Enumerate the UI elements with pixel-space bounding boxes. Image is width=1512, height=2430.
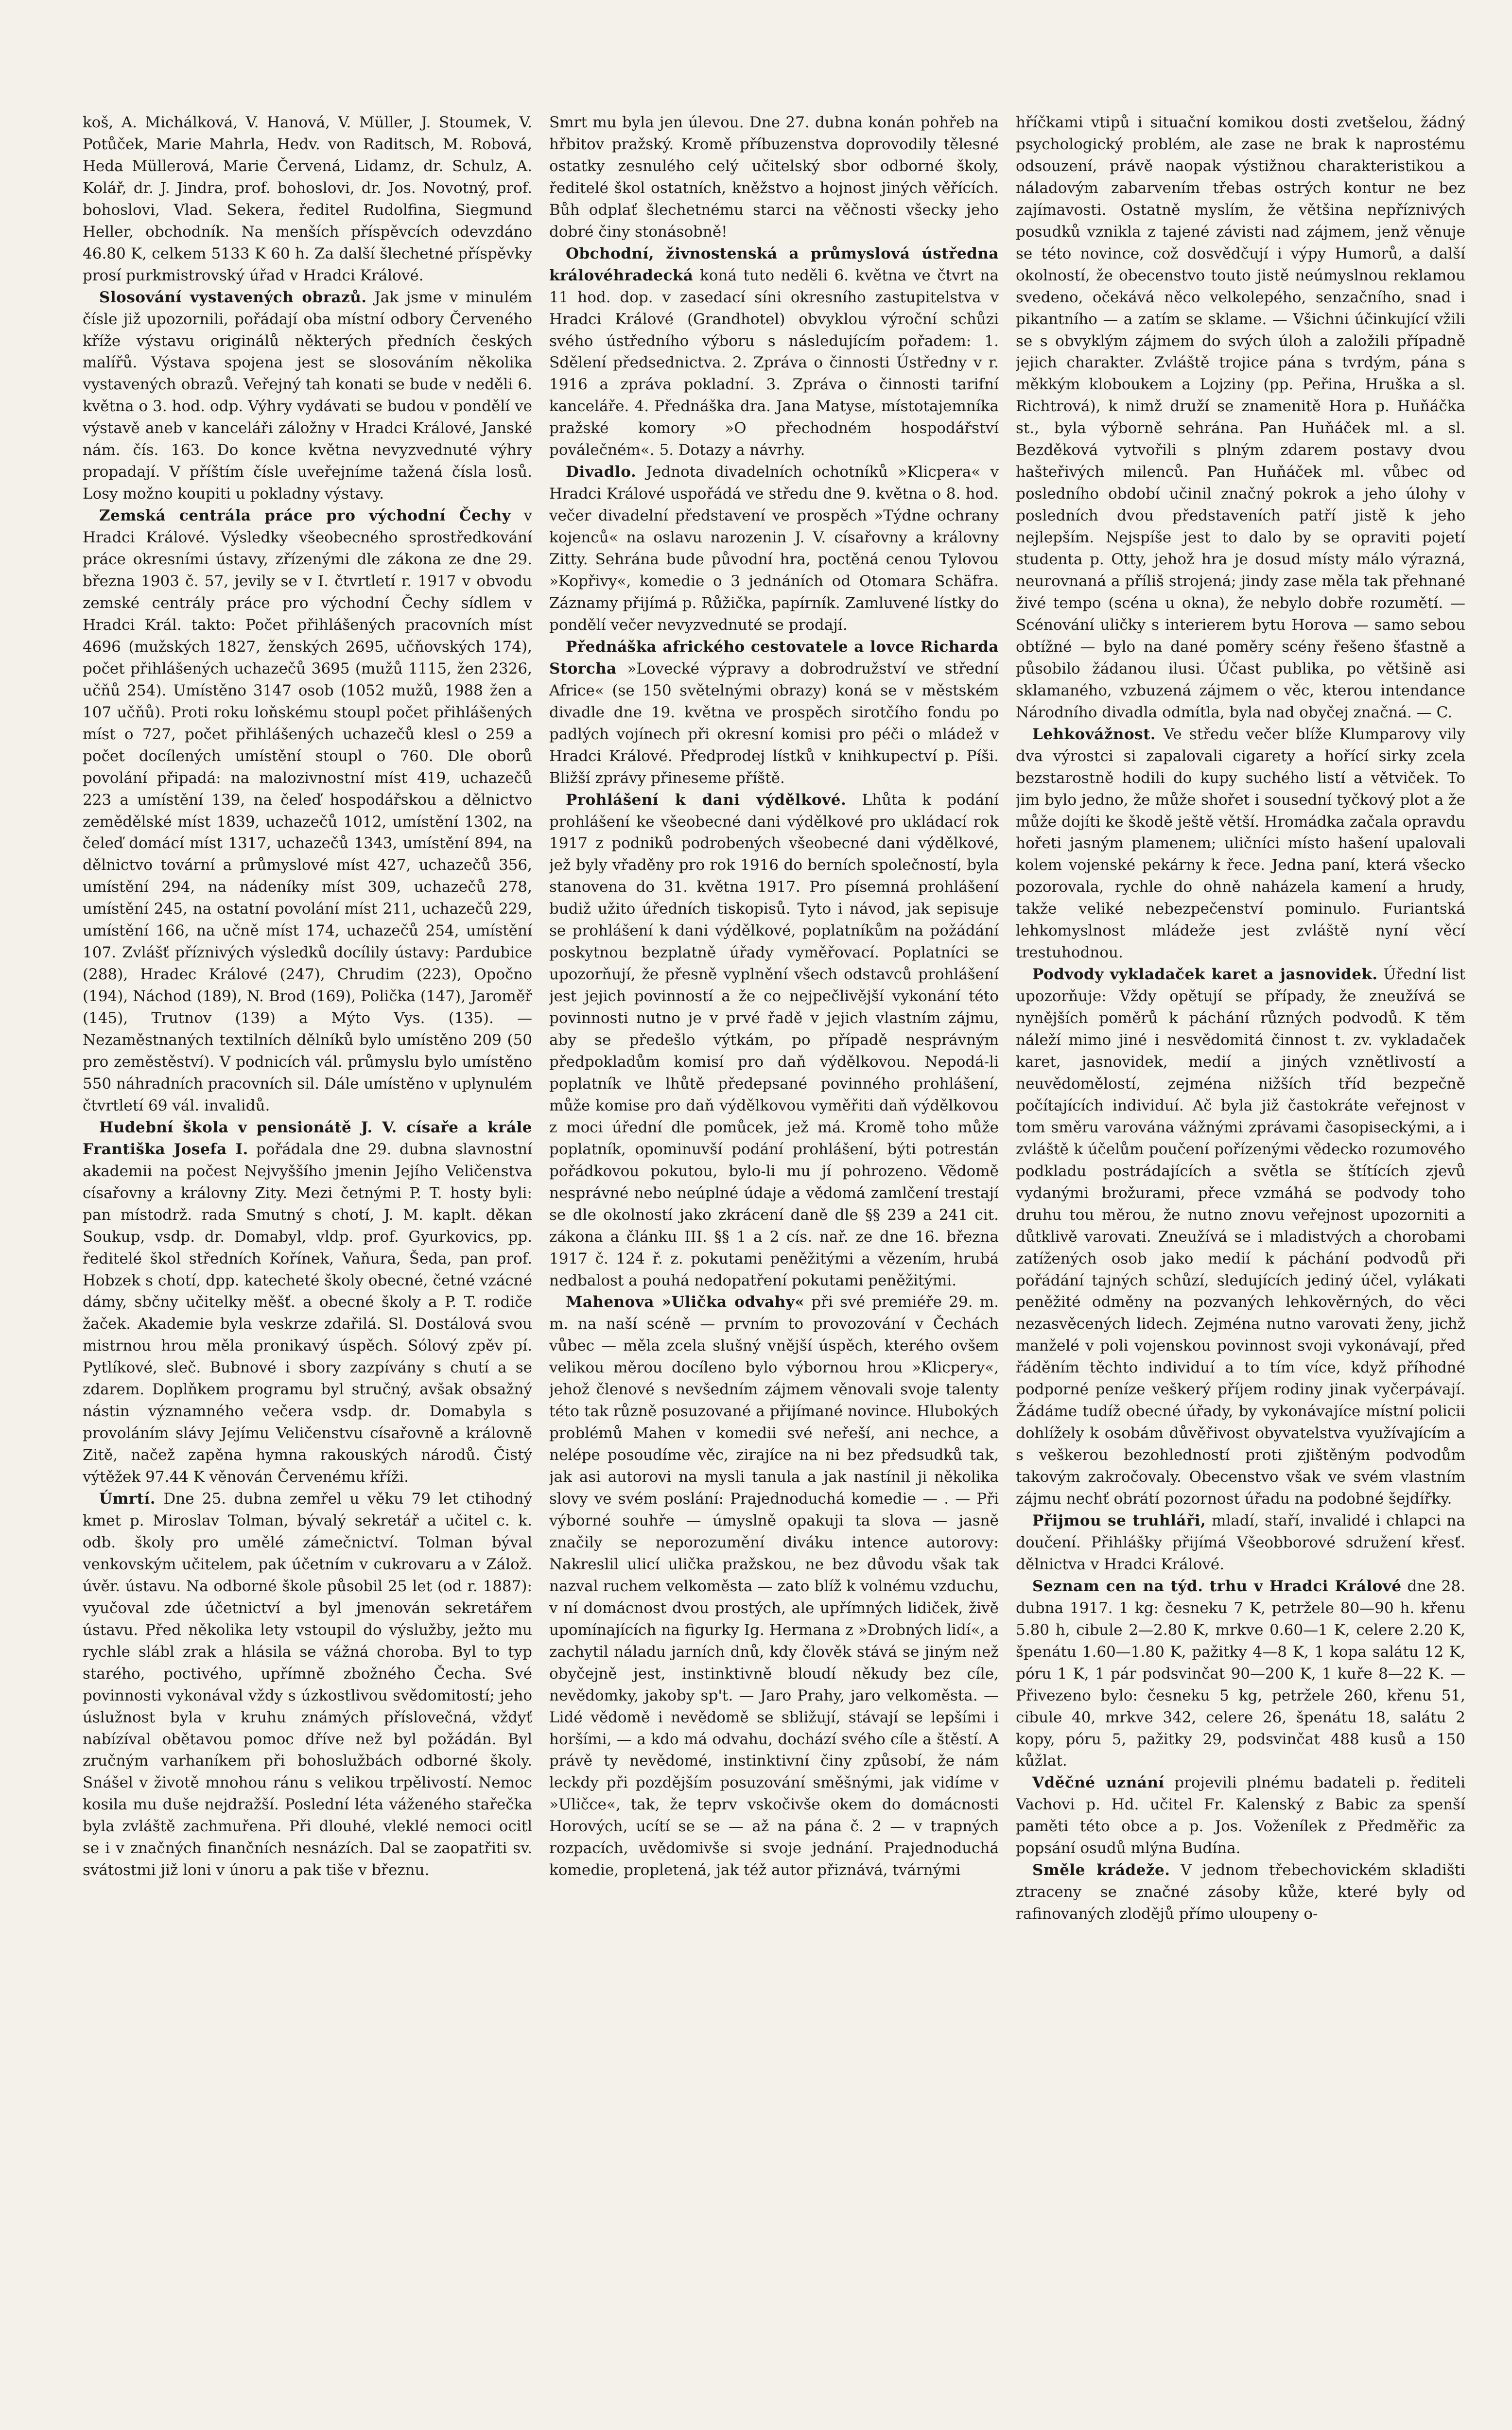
article-text: Lhůta k podání prohlášení ke všeobecné dani výdělkové pro ukládací rok 1917 z podniků podrobených všeobecné dani výdělkové, jež byly vřaděny pro rok 1916 do berních společností, byla stanovena do 31. května 1917. Pro písemná prohlášení budiž užito úředních tiskopisů. Tyto i návod, jak sepisuje se prohlášení k dani výdělkové, poplatníkům na požádání poskytnou bezplatně úřady vyměřovací. Poplatníci se upozorňují, že přesně vyplnění všech odstavců prohlášení jest jejich povinností a že co nejpečlivější vykonání této povinnosti nutno je v prvé řadě v jejich vlastním zájmu, aby se předešlo výtkám, po případě nesprávným předpokladům komisí pro daň výdělkovou. Nepodá-li poplatník ve lhůtě předepsané povinného prohlášení, může komise pro daň výdělkovou vyměřiti daň výdělkovou z moci úřední dle pomůcek, jež má. Kromě toho může poplatník, opominuvší podání prohlášení, býti potrestán pořádkovou pokutou, bylo-li mu jí pohrozeno. Vědomě nesprávné nebo neúplné údaje a vědomá zamlčení trestají se dle okolností jako zkrácení daně dle §§ 239 a 241 cit. zákona a článku III. §§ 1 a 2 cís. nař. ze dne 16. března 1917 č. 124 ř. z. pokutami peněžitými a vězením, hrubá nedbalost a pouhá nedopatření pokutami peněžitými. [549, 791, 999, 1289]
column-right [1016, 112, 1465, 2430]
article-text: »Lovecké výpravy a dobrodružství ve střední Africe« (se 150 světelnými obrazy) koná se v městském divadle dne 19. května ve prospěch sirotčího fondu po padlých vojínech při okresní komisi pro péči o mládež v Hradci Králové. Předprodej lístků v knihkupectví p. Píši. Bližší zprávy přineseme příště. [549, 660, 999, 787]
article [549, 112, 999, 243]
article-heading: Úmrtí. [99, 1490, 156, 1508]
article-text: Úřední list upozorňuje: Vždy opětují se případy, že zneužívá se nynějších poměrů k páchání různých podvodů. K těm náleží mimo jiné i nesvědomitá činnost t. zv. vykladaček karet, jasnovidek, medií a jiných vznětlivostí a neuvědomělostí, zejména nižších tříd bezpečně počítajících individuí. Ač byla již častokráte veřejnost v tom směru varována vážnými zprávami časopiseckými, a i zvláště k účelům poučení pořízenými vědecko rozumového podkladu postrádajících a světla se štítících zjevů vydanými brožurami, přece vzmáhá se podvody toho druhu tou měrou, že nutno znovu veřejnost upozorniti a důtklivě varovati. Zneužívá se i mladistvých a chorobami zatížených osob jako medií k páchání podvodů při pořádání tajných schůzí, sledujících jediný účel, vylákati peněžité odměny na pozvaných lehkověrných, do věci nezasvěcených lidech. Zejména nutno varovati ženy, jichž manželé v poli vojenskou povinnost svoji vykonávají, před řáděním těchto individuí a to tím více, když příhodné podporné peníze veškerý příjem rodiny jinak vyčerpávají. Žádáme tudíž obecné úřady, by vykonávajíce místní policii dohlížely k osobám důvěřivost obyvatelstva využívajícím a s veškerou bezohledností proti zjištěným podvodům takovým zakročovaly. Obecenstvo však ve svém vlastním zájmu nechť obrátí pozornost úřadu na podobné šejdířky. [1016, 966, 1465, 1508]
article [549, 636, 999, 789]
article-text: mladí, staří, invalidé i chlapci na doučení. Přihlášky přijímá Všeobborové sdružení křesť. dělnictva v Hradci Králové. [1016, 1512, 1465, 1573]
article [549, 461, 999, 636]
article [1016, 1772, 1465, 1859]
article-heading: Směle krádeže. [1032, 1861, 1170, 1879]
article-heading: Hudební škola v pensionátě J. V. císaře a krále Františka Josefa I. [83, 1118, 532, 1158]
article-heading: Divadlo. [566, 463, 637, 481]
article-text: hříčkami vtipů i situační komikou dosti zvetšelou, žádný psychologický problém, ale zase ne brak k naprostému odsouzení, právě naopak výstižnou charakteristikou a náladovým zabarvením třebas ostrých kontur ne bez zajímavosti. Ostatně myslím, že většina nepříznivých posudků vznikla z tajené závisti nad zájmem, jenž věnuje se této novince, což dosvědčují i výpy Humorů, a další okolností, že obecenstvo touto jistě neúmyslnou reklamou svedeno, očekává něco velkolepého, senzačního, snad i pikantního — a zatím se sklame. — Všichni účinkující vžili se s obvyklým zájmem do svých úloh a založili případně jejich charakter. Zvláště trojice pána s tvrdým, pána s měkkým kloboukem a Lojziny (pp. Peřina, Hruška a sl. Richtrová), k nimž druží se znamenitě Hora p. Huňáčka st., byla výborně sehrána. Pan Huňáček ml. a sl. Bezděková vytvořili s plným zdarem postavy dvou hašteřivých milenců. Pan Huňáček ml. vůbec od posledního období učinil značný pokrok a jeho úlohy v posledních dvou představeních patří jistě k jeho nejlepším. Nejspíše jest to dalo by se opraviti pojetí studenta p. Otty, jehož hra je dosud místy málo výrazná, neurovnaná a příliš strojená; jindy zase měla tak přehnané živé tempo (scéna u okna), že nebylo dobře rozumětí. — Scénování uličky s interierem bytu Horova — samo sebou obtížné — bylo na dané poměry scény řešeno šťastně a působilo žádanou ilusi. Účast publika, po většině asi sklamaného, vzbuzená zájmem o věc, kterou intendance Národního divadla odmítla, byla nad obyčej značná. — C. [1016, 114, 1465, 721]
article [549, 789, 999, 1292]
article-text: dne 28. dubna 1917. 1 kg: česneku 7 K, petržele 80—90 h. křenu 5.80 h, cibule 2—2.80 K, mrkve 0.60—1 K, celere 2.20 K, špenátu 1.60—1.80 K, pažitky 4—8 K, 1 kopa salátu 12 K, póru 1 K, 1 pár podsvinčat 90—200 K, 1 kuře 8—22 K. — Přivezeno bylo: česneku 5 kg, petržele 260, křenu 51, cibule 40, mrkve 342, celere 26, špenátu 18, salátu 2 kopy, póru 5, pažitky 29, podsvinčat 488 kusů a 150 kůžlat. [1016, 1577, 1465, 1770]
article [1016, 724, 1465, 964]
article-heading: Zemská centrála práce pro východní Čechy [99, 507, 511, 525]
article-text: při své premiéře 29. m. m. na naší scéně — prvním to provozování v Čechách vůbec — měla zcela slušný vnější úspěch, kterého ovšem velikou měrou docíleno bylo výbornou hrou »Klicpery«, jehož členové s nevšedním zájmem věnovali svoje talenty této tak různě posuzované a přijímané novince. Hlubokých problémů Mahen v komedii své neřeší, ani nechce, a nelépe posoudíme věc, zirajíce na ni bez předsudků tak, jak asi autorovi na mysli tanula a jak nastínil ji několika slovy ve svém poslání: Prajednoduchá komedie — . — Při výborné souhře — úmyslně opakuji ta slova — jasně značily se neporozumění diváku intence autorovy: Nakreslil ulicí ulička pražskou, ne bez důvodu však tak nazval ruchem velkoměsta — zato blíž k volnému vzduchu, v ní domácnost dvou prostých, ale upřímných lidiček, živě upomínajících na figurky Ig. Hermana z »Drobných lidí«, a zachytil náladu jarních dnů, kdy člověk stává se jiným než obyčejně jest, instinktivně bloudí někudy bez cíle, nevědomky, jakoby sp't. — Jaro Prahy, jaro velkoměsta. — Lidé vědomě i nevědomě se sbližují, stávají se lepšími i horšími, — a kdo má odvahu, dochází svého cíle a štěstí. A právě ty nevědomé, instinktivní činy způsobí, že nám leckdy při pozdějším posuzování směšnými, jak vidíme v »Uličce«, tak, že teprv vskočivše okem do domácnosti Horových, ucítí se se — až na pána č. 2 — v trapných rozpacích, uvědomivše si svoje jednání. Prajednoduchá komedie, propletená, jak též autor přiznává, tvárnými [549, 1293, 999, 1879]
article [83, 1117, 532, 1488]
article-heading: Lehkovážnost. [1032, 725, 1156, 743]
article [83, 1488, 532, 1881]
article-text: koš, A. Michálková, V. Hanová, V. Müller, J. Stoumek, V. Potůček, Marie Mahrla, Hedv. von Raditsch, M. Robová, Heda Müllerová, Marie Červená, Lidamz, dr. Schulz, A. Kolář, dr. J. Jindra, prof. bohoslovi, dr. Jos. Novotný, prof. bohoslovi, Vlad. Sekera, ředitel Rudolfina, Siegmund Heller, obchodník. Na menších příspěvcích odevzdáno 46.80 K, celkem 5133 K 60 h. Za další šlechetné příspěvky prosí purkmistrovský úřad v Hradci Králové. [83, 114, 532, 284]
article-text: Jednota divadelních ochotníků »Klicpera« v Hradci Králové uspořádá ve středu dne 9. května o 8. hod. večer divadelní představení ve prospěch »Týdne ochrany kojenců« na oslavu narozenin J. V. císařovny a královny Zitty. Sehrána bude původní hra, poctěná cenou Tylovou »Kopřivy«, komedie o 3 jednáních od Otomara Schäfra. Záznamy přijímá p. Růžička, papírník. Zamluvené lístky do pondělí večer nevyzvednuté se prodají. [549, 463, 999, 634]
article [549, 1291, 999, 1881]
article [1016, 964, 1465, 1510]
article-text: v Hradci Králové. Výsledky všeobecného sprostředkování práce okresními ústavy, zřízenými dle zákona ze dne 29. března 1903 č. 57, jevily se v I. čtvrtletí r. 1917 v obvodu zemské centrály práce pro východní Čechy sídlem v Hradci Král. takto: Počet přihlášených pracovních míst 4696 (mužských 1827, ženských 2695, učňovských 174), počet přihlášených uchazečů 3695 (mužů 1115, žen 2326, učňů 254). Umístěno 3147 osob (1052 mužů, 1988 žen a 107 učňů). Proti roku loňskému stoupl počet přihlášených míst o 727, počet přihlášených uchazečů klesl o 259 a počet docílených umístění stoupl o 760. Dle oborů povolání připadá: na malozivnostní míst 419, uchazečů 223 a umístění 139, na čeleď hospodářskou a dělnictvo zemědělské míst 1839, uchazečů 1012, umístění 1302, na čeleď domácí míst 1317, uchazečů 1343, umístění 894, na dělnictvo tovární a průmyslové míst 427, uchazečů 356, umístění 294, na nádeníky míst 309, uchazečů 278, umístění 245, na ostatní povolání míst 211, uchazečů 229, umístění 166, na učně míst 174, uchazečů 254, umístění 107. Zvlášť příznivých výsledků docílily ústavy: Pardubice (288), Hradec Králové (247), Chrudim (223), Opočno (194), Náchod (189), N. Brod (169), Polička (147), Jaroměř (145), Trutnov (139) a Mýto Vys. (135). — Nezaměstnaných textilních dělníků bylo umístěno 209 (50 pro zeměstěství). V podnicích vál. průmyslu bylo umístěno 550 náhradních pracovních sil. Dále umístěno v uplynulém čtvrtletí 69 vál. invalidů. [83, 507, 532, 1114]
article-heading: Podvody vykladaček karet a jasnovidek. [1032, 966, 1378, 984]
article [83, 287, 532, 505]
article-text: pořádala dne 29. dubna slavnostní akademii na počest Nejvyššího jmenin Jejího Veličenstva císařovny a královny Zity. Mezi četnými P. T. hosty byli: pan místodrž. rada Smutný s chotí, J. M. kaplt. děkan Soukup, vsdp. dr. Domabyl, vldp. prof. Gyurkovics, pp. ředitelé škol středních Kořínek, Vaňura, Šeda, pan prof. Hobzek s chotí, dpp. katecheté školy obecné, četné vzácné dámy, sbčny učitelky měšť. a obecné školy a P. T. rodiče žaček. Akademie byla veskrze zdařilá. Sl. Dostálová svou mistrnou hrou měla pronikavý úspěch. Sólový zpěv pí. Pytlíkové, sleč. Bubnové i sbory zazpívány s chutí a se zdarem. Doplňkem programu byl stručný, avšak obsažný nástin významného večera vsdp. dr. Domabyla s provoláním slávy Jejímu Veličenstvu císařovně a královně Zitě, načež zapěna hymna rakouských národů. Čistý výtěžek 97.44 K věnován Červenému kříži. [83, 1140, 532, 1486]
article [549, 243, 999, 462]
article [1016, 1859, 1465, 1925]
article-heading: Prohlášení k dani výdělkové. [566, 791, 847, 809]
article-heading: Mahenova »Ulička odvahy« [566, 1293, 805, 1311]
article-text: projevili plnému badateli p. řediteli Vachovi p. Hd. učitel Fr. Kalenský z Babic za spenší paměti této obce a p. Jos. Voženílek z Předměřic za popsání osudů mlýna Budína. [1016, 1774, 1465, 1857]
article-text: Smrt mu byla jen úlevou. Dne 27. dubna konán pohřeb na hřbitov pražský. Kromě příbuzenstva doprovodily tělesné ostatky zesnulého celý učitelský sbor odborné školy, ředitelé škol ostatních, kněžstvo a hojnost jiných věřících. Bůh odplať šlechetnému starci na věčnosti všecky jeho dobré činy stonásobně! [549, 114, 999, 241]
article-heading: Seznam cen na týd. trhu v Hradci Králové [1032, 1577, 1402, 1595]
column-left [83, 112, 532, 2430]
article [83, 112, 532, 287]
article-heading: Přijmou se truhláři, [1032, 1512, 1206, 1529]
column-middle [549, 112, 999, 2430]
article-text: Dne 25. dubna zemřel u věku 79 let ctihodný kmet p. Miroslav Tolman, bývalý sekretář a učitel c. k. odb. školy pro umělé zámečnictví. Tolman býval venkovským učitelem, pak účetním v cukrovaru a v Zálož. úvěr. ústavu. Na odborné škole působil 25 let (od r. 1887): vyučoval zde účetnictví a byl jmenován sekretářem ústavu. Před několika lety vstoupil do výslužby, ježto mu rychle slábl zrak a hlásila se vážná choroba. Byl to typ starého, poctivého, upřímně zbožného Čecha. Své povinnosti vykonával vždy s úzkostlivou svědomitostí; jeho úslužnost byla v kruhu známých příslovečná, vždyť nabízíval obětavou pomoc dříve než byl požádán. Byl zručným varhaníkem při bohoslužbách odborné školy. Snášel v životě mnohou ránu s velikou trpělivostí. Nemoc kosila mu duše nejdražší. Poslední léta váženého stařečka byla zvláště zachmuřena. Při dlouhé, vleklé nemoci ocitl se i v značných finančních nesnázích. Dal se zaopatřiti sv. svátostmi již loni v únoru a pak tiše v březnu. [83, 1490, 532, 1879]
article-text: koná tuto neděli 6. května ve čtvrt na 11 hod. dop. v zasedací síni okresního zastupitelstva v Hradci Králové (Grandhotel) obvyklou výroční schůzi svého ústředního výboru s následujícím pořadem: 1. Sdělení předsednictva. 2. Zpráva o činnosti Ústředny v r. 1916 a zpráva pokladní. 3. Zpráva o činnosti tarifní kanceláře. 4. Přednáška dra. Jana Matyse, místotajemníka pražské komory »O přechodném hospodářství poválečném«. 5. Dotazy a návrhy. [549, 266, 999, 459]
article [83, 505, 532, 1117]
article-heading: Obchodní, živnostenská a průmyslová ústředna královéhradecká [549, 244, 999, 284]
article-heading: Přednáška afrického cestovatele a lovce Richarda Storcha [549, 638, 999, 677]
article [1016, 112, 1465, 724]
article-heading: Slosování vystavených obrazů. [99, 288, 367, 306]
article-text: Jak jsme v minulém čísle již upozornili, pořádají oba místní odbory Červeného kříže výstavu originálů některých předních českých malířů. Výstava spojena jest se slosováním několika vystavených obrazů. Veřejný tah konati se bude v neděli 6. května o 3. hod. odp. Výhry vydávati se budou v pondělí ve výstavě aneb v kanceláři záložny v Hradci Králové, Janské nám. čís. 163. Do konce května nevyzvednuté výhry propadají. V příštím čísle uveřejníme tažená čísla losů. Losy možno koupiti u pokladny výstavy. [83, 288, 532, 503]
article-columns [83, 112, 1497, 2430]
article [1016, 1576, 1465, 1772]
article [1016, 1510, 1465, 1576]
article-heading: Vděčné uznání [1032, 1774, 1164, 1792]
article-text: V jednom třebechovickém skladišti ztraceny se značné zásoby kůže, které byly od rafinovaných zlodějů přímo uloupeny o- [1016, 1861, 1465, 1923]
article-text: Ve středu večer blíže Klumparovy vily dva výrostci si zapalovali cigarety a hořící sirky zcela bezstarostně hodili do kupy suchého listí a větviček. To jim bylo jedno, že může shořet i sousední tyčkový plot a že může dojíti ke škodě ještě větší. Hromádka začala opravdu hořeti jasným plamenem; uličníci místo hašení upalovali kolem vojenské pekárny k řece. Jedna paní, která všecko pozorovala, rychle do ohně naházela kamení a hrudy, takže veliké nebezpečenství pominulo. Furiantská lehkomyslnost mládeže jest zvláště nyní věcí trestuhodnou. [1016, 725, 1465, 962]
